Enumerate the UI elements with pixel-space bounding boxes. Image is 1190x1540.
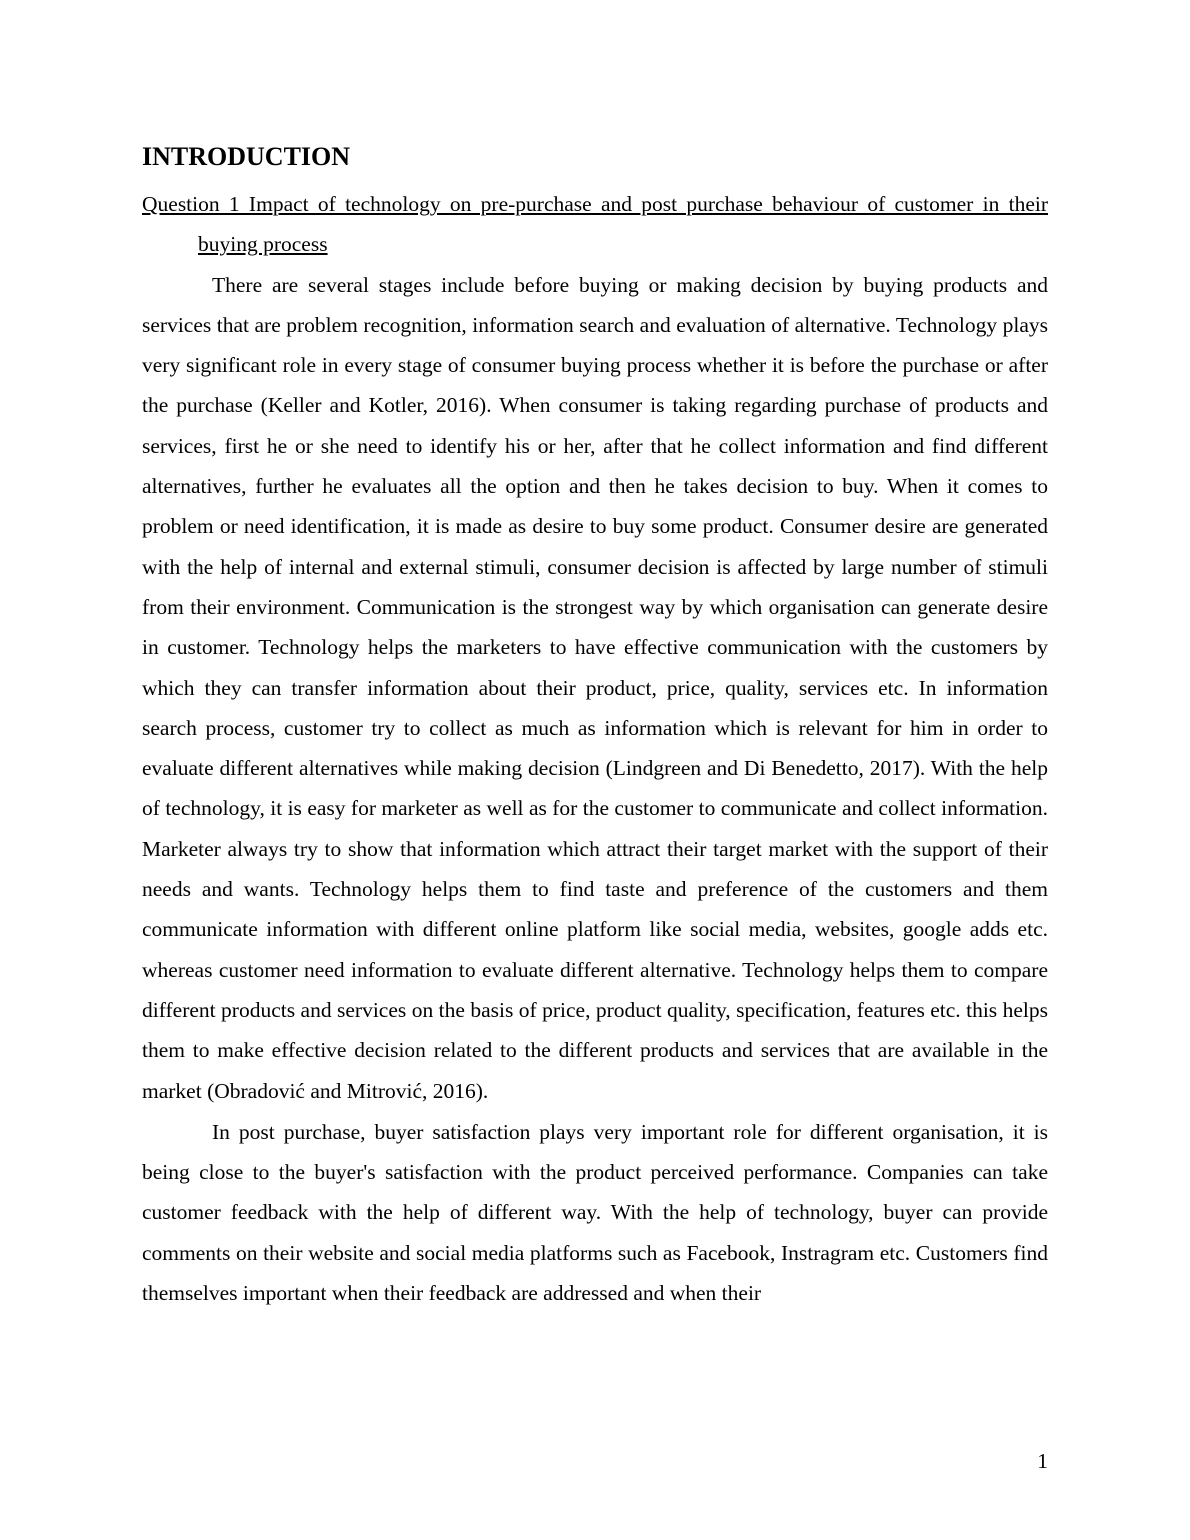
section-heading: INTRODUCTION <box>142 142 351 171</box>
body-paragraph-2: In post purchase, buyer satisfaction plays very important role for different organisation, it is being close to the buyer's satisfaction with the product perceived performance. Companies can take customer feedback with the help of different way. With the help of technology, buyer can provide comments on their website and social media platforms such as Facebook, Instragram etc. Customers find themselves important when their feedback are addressed and when their <box>142 1119 1048 1306</box>
page-number: 1 <box>1037 1449 1048 1473</box>
body-paragraph-1: There are several stages include before buying or making decision by buying products and services that are problem recognition, information search and evaluation of alternative. Technology plays very significant role in every stage of consumer buying process whether it is before the purchase or after the purchase (Keller and Kotler, 2016). When consumer is taking regarding purchase of products and services, first he or she need to identify his or her, after that he collect information and find different alternatives, further he evaluates all the option and then he takes decision to buy. When it comes to problem or need identification, it is made as desire to buy some product. Consumer desire are generated with the help of internal and external stimuli, consumer decision is affected by large number of stimuli from their environment. Communication is the strongest way by which organisation can generate desire in customer. Technology helps the marketers to have effective communication with the customers by which they can transfer information about their product, price, quality, services etc. In information search process, customer try to collect as much as information which is relevant for him in order to evaluate different alternatives while making decision (Lindgreen and Di Benedetto, 2017). With the help of technology, it is easy for marketer as well as for the customer to communicate and collect information. Marketer always try to show that information which attract their target market with the support of their needs and wants. Technology helps them to find taste and preference of the customers and them communicate information with different online platform like social media, websites, google adds etc. whereas customer need information to evaluate different alternative. Technology helps them to compare different products and services on the basis of price, product quality, specification, features etc. this helps them to make effective decision related to the different products and services that are available in the market (Obradović and Mitrović, 2016). <box>142 272 1048 1103</box>
page-content <box>142 140 1048 1313</box>
question-subheading: Question 1 Impact of technology on pre-purchase and post purchase behaviour of customer in their buying process <box>142 192 1048 257</box>
